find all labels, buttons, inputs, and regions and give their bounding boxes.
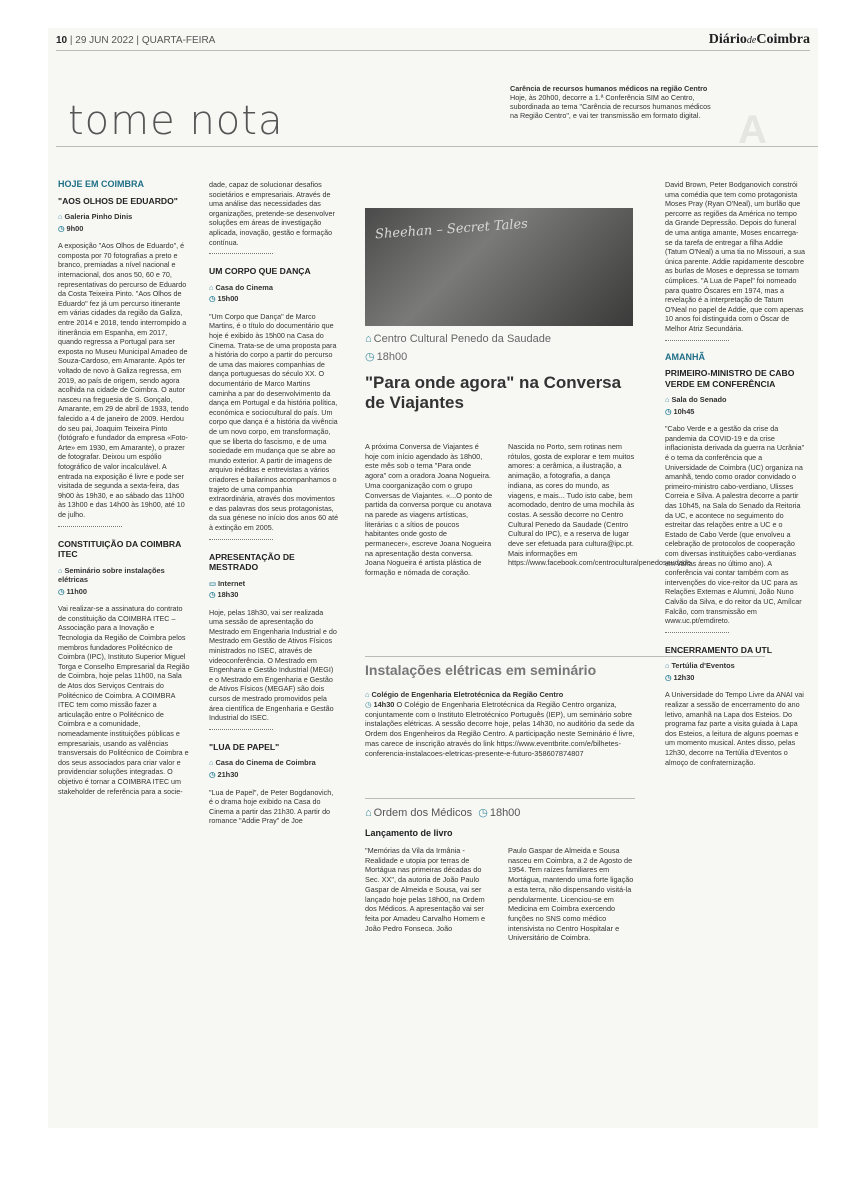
event-place: ⌂ Casa do Cinema <box>209 282 273 292</box>
top-note-body: Hoje, às 20h00, decorre a 1.ª Conferência SIM ao Centro, subordinada ao tema "Carência de recursos humanos médicos na Região Centro", e vai ter transmissão em formato digital. <box>510 93 711 120</box>
event-title: "AOS OLHOS DE EDUARDO" <box>58 195 178 206</box>
feature-title: "Para onde agora" na Conversa de Viajantes <box>365 373 622 412</box>
event-place: ⌂ Sala do Senado <box>665 395 727 405</box>
location-icon: ⌂ <box>365 690 370 699</box>
location-icon: ⌂ <box>365 807 372 819</box>
top-note-title: Carência de recursos humanos médicos na região Centro <box>510 84 708 93</box>
monitor-icon: ▭ <box>209 578 216 588</box>
feature-text-a: A próxima Conversa de Viajantes é hoje com início agendado às 18h00, este mês sob o tema "Para onde agora" com a oradora Joana Nogueira. Uma coorganização com o grupo Conversas de Viajantes. «...O ponto de partida da conversa porque cu anotava na parede as viagens artísticas, literárias c a sítios de poucos habitantes onde gosto de permanecer», escreve Joana Nogueira na apresentação desta conversa. Joana Nogueira é artista plástica de formação e nómada de coração. <box>365 442 493 578</box>
weekday: QUARTA-FEIRA <box>141 35 216 46</box>
feature-time: ◷ 18h00 <box>365 351 408 363</box>
installations-text: O Colégio de Engenharia Eletrotécnica da Região Centro organiza, conjuntamente com o Instituto Eletrotécnico Português (IEP), um seminário sobre instalações elétricas. A sessão decorre hoje, pelas 14h30, no auditório da sede da Ordem dos Engenheiros da Região Centro. A participação neste Seminário é livre, mas carece de inscrição através do link https://www.eventbrite.com/e/bilhetes-conferencia-instalacoes-eletricas-presente-e-futuro-358607874807 <box>365 699 635 758</box>
location-icon: ⌂ <box>665 661 670 671</box>
event-place: ⌂ Casa do Cinema de Coimbra <box>209 758 316 768</box>
location-icon: ⌂ <box>58 212 63 222</box>
top-note <box>510 84 720 120</box>
column-2 <box>209 180 339 826</box>
column-right <box>665 180 805 767</box>
clock-icon: ◷ <box>209 769 216 779</box>
event-text: "Lua de Papel", de Peter Bogdanovich, é o drama hoje exibido na Casa do Cinema a partir das 21h30. A partir do romance "Addie Pray" de Joe <box>209 787 334 826</box>
event-title: UM CORPO QUE DANÇA <box>209 266 311 277</box>
event-text: "Um Corpo que Dança" de Marco Martins, é o título do documentário que hoje é exibido às 15h00 na Casa do Cinema. Trata-se de uma proposta para a história do corpo a partir do percurso de uma das maiores companhias de dança portuguesas do século XX. O documentário de Marco Martins caminha a par do desenvolvimento da dança em Portugal e da história política, económica e sociocultural do país. Um corpo que dança é a história da vivência de um novo corpo, em transformação, que se liberta do fascismo, e de uma sociedade em mudança que se abre ao mundo exterior. A partir de imagens de arquivo inéditas e entrevistas a vários criadores e bailarinos acompanhamos o trajeto de uma companhia extraordinária, através dos movimentos e das palavras dos seus protagonistas, da sua génese no início dos anos 60 até à extinção em 2005. <box>209 311 339 532</box>
header-info: 10 | 29 JUN 2022 | QUARTA-FEIRA <box>56 35 216 46</box>
header-divider <box>56 146 818 147</box>
event-title: PRIMEIRO-MINISTRO DE CABO VERDE EM CONFERÊNCIA <box>665 368 795 389</box>
location-icon: ⌂ <box>209 758 214 768</box>
event-time: ◷ 10h45 <box>665 406 695 416</box>
page-header <box>56 32 810 51</box>
ordem-text-a: "Memórias da Vila da Irmânia - Realidade e utopia por terras de Mortágua nas primeiras décadas do Sec. XX", da autoria de João Paulo Gaspar de Almeida e Sousa, vai ser lançado hoje pelas 18h00, na Ordem dos Médicos. A apresentação vai ser feita por Amadeu Carvalho Homem e João Pedro Fonseca. João <box>365 846 486 933</box>
watermark-letter: A <box>738 108 767 152</box>
event-time: ◷ 15h00 <box>209 294 239 304</box>
divider <box>665 632 729 633</box>
event-title: "LUA DE PAPEL" <box>209 741 280 752</box>
continued-text: dade, capaz de solucionar desafios societários e empresariais. Através de uma análise das necessidades das organizações, pretende-se desenvolver soluções em áreas de investigação aplicada, inovação, gestão e formação contínua. <box>209 180 335 247</box>
clock-icon: ◷ <box>665 406 672 416</box>
newspaper-page <box>48 28 818 1128</box>
section-today: HOJE EM COIMBRA <box>58 179 145 189</box>
divider <box>209 539 273 540</box>
location-icon: ⌂ <box>365 333 372 345</box>
section-tomorrow: AMANHÃ <box>665 351 705 362</box>
location-icon: ⌂ <box>665 395 670 405</box>
feature-text-b: Nascida no Porto, sem rotinas nem rótulos, gosta de explorar e tem muitos amores: a cerâmica, a ilustração, a animação, a fotografia, a dança indiana, as cores do mundo, as viagens, e mais... Tudo isto cabe, bem acomodado, dentro de uma mochila às costas. A sessão decorre no Centro Cultural Penedo da Saudade (Centro Cultural do IPC), e a reserva de lugar deve ser efetuada para cultura@ipc.pt. Mais informações em https://www.facebook.com/centroculturalpenedosaudade. <box>508 442 693 568</box>
clock-icon: ◷ <box>478 807 488 819</box>
event-time: ◷ 12h30 <box>665 672 695 682</box>
issue-date: 29 JUN 2022 <box>75 35 134 46</box>
installations-place: ⌂ Colégio de Engenharia Eletrotécnica da Região Centro <box>365 690 564 699</box>
photo-caption: Sheehan – Secret Tales <box>374 216 529 243</box>
clock-icon: ◷ <box>209 294 216 304</box>
event-place: ⌂ Seminário sobre instalações elétricas <box>58 565 165 585</box>
event-text: A Universidade do Tempo Livre da ANAI vai realizar a sessão de encerramento do ano letivo, amanhã na Lapa dos Esteios. Do programa faz parte a visita guiada à Lapa dos Esteios, a leitura de alguns poemas e um momento musical. Antes disso, pelas 12h30, decorre na Tertúlia d'Eventos o almoço de confraternização. <box>665 690 804 767</box>
divider <box>209 729 273 730</box>
ordem-header: ⌂ Ordem dos Médicos ◷ 18h00 <box>365 807 521 819</box>
event-title: APRESENTAÇÃO DE MESTRADO <box>209 551 295 572</box>
event-time: ◷ 18h30 <box>209 590 239 600</box>
divider <box>209 253 273 254</box>
column-1 <box>58 180 190 796</box>
event-place: ⌂ Tertúlia d'Eventos <box>665 661 735 671</box>
clock-icon: ◷ <box>365 351 375 363</box>
event-title: ENCERRAMENTO DA UTL <box>665 644 772 655</box>
event-time: ◷ 21h30 <box>209 769 239 779</box>
clock-icon: ◷ <box>365 699 372 709</box>
feature-photo <box>365 208 633 326</box>
installations-time: 14h30 <box>373 699 395 709</box>
event-time: ◷ 11h00 <box>58 586 88 596</box>
divider <box>58 526 122 527</box>
location-icon: ⌂ <box>58 565 63 575</box>
event-place: ▭ Internet <box>209 578 246 588</box>
event-title: CONSTITUIÇÃO DA COIMBRA ITEC <box>58 538 182 559</box>
event-place: ⌂ Galeria Pinho Dinis <box>58 212 133 222</box>
event-text: A exposição "Aos Olhos de Eduardo", é composta por 70 fotografias a preto e branco, premiadas a nível nacional e internacional, dos anos 50, 60 e 70, representativas do percurso de Eduardo da Costa Teixeira Pinto. "Aos Olhos de Eduardo" fez já um percurso itinerante em várias cidades da região da Galiza, entre 2014 e 2018, tendo interrompido a itinerância em Espanha, em 2017, quando regressa a Portugal para ser exposta no Museu Municipal Amadeo de Souza-Cardoso, em Amarante. Após ter voltado de novo à Galiza regressa, em 2019, ao país de origem, sendo agora acolhida na cidade de Coimbra. O autor nasceu na freguesia de S. Gonçalo, Amarante, em 29 de abril de 1933, tendo falecido a 4 de janeiro de 2009. Herdou do seu pai, Joaquim Teixeira Pinto (fotógrafo e fundador da empresa «Foto-Arte» em 1930, em Amarante), o prazer de fotografar. Deixou um espólio fotográfico de valor incalculável. A entrada na exposição é livre e pode ser visitada de segunda a sexta-feira, das 9h00 às 19h30, e ao sábado das 11h00 às 13h00 e das 14h00 às 19h00, até 10 de julho. <box>58 241 189 519</box>
clock-icon: ◷ <box>209 590 216 600</box>
clock-icon: ◷ <box>665 672 672 682</box>
event-text: "Cabo Verde e a gestão da crise da pandemia da COVID-19 e da crise inflacionista derivada da guerra na Ucrânia" é o tema da conferência que a Universidade de Coimbra (UC) organiza na amanhã, tendo como orador convidado o primeiro-ministro cabo-verdiano, Ulisses Correia e Silva. A palestra decorre a partir das 10h45, na Sala do Senado da Reitoria da UC, e acontece no seguimento do estreitar das relações entre a UC e o Estado de Cabo Verde (que envolveu a celebração de protocolos de cooperação com diversas instituições cabo-verdianas em várias áreas no último ano). A conferência vai contar também com as intervenções do vice-reitor da UC para as Relações Externas e Alumni, João Nuno Calvão da Silva, e do reitor da UC, Amílcar Falcão, com transmissão em www.uc.pt/emdireto. <box>665 424 805 626</box>
feature-place: ⌂ Centro Cultural Penedo da Saudade <box>365 333 552 345</box>
section-title: tome nota <box>68 98 284 144</box>
newspaper-logo: DiáriodeCoimbra <box>708 32 810 47</box>
ordem-title: Lançamento de livro <box>365 828 453 838</box>
event-time: ◷ 9h00 <box>58 223 84 233</box>
event-text: Hoje, pelas 18h30, vai ser realizada uma sessão de apresentação do Mestrado em Engenharia Industrial e do Mestrado em Gestão de Ativos Físicos ministrados no ISEC, através de videoconferência. O Mestrado em Engenharia e Gestão Industrial (MEGI) e o Mestrado em Engenharia e Gestão de Ativos Físicos (MEGAF) são dois cursos de mestrado promovidos pela área científica de Engenharia e Gestão Industrial do ISEC. <box>209 607 337 723</box>
event-text: Vai realizar-se a assinatura do contrato de constituição da COIMBRA ITEC – Associação para a Inovação e Tecnologia da Região de Coimbra pelos membros fundadores Politécnico de Coimbra (IPC), Instituto Superior Miguel Torga e Conselho Empresarial da Região de Coimbra, hoje pelas 11h00, na Sala de Atos dos Serviços Centrais do Politécnico de Coimbra. A COIMBRA ITEC tem como missão fazer a articulação entre o Politécnico de Coimbra e a comunidade, nomeadamente instituições públicas e empresariais, usando as valências transversais do Politécnico de Coimbra e dos seus associados para criar valor e providenciar soluções integradas. O objetivo é tornar a COIMBRA ITEC um stakeholder de referência para a socie- <box>58 604 190 796</box>
installations-title: Instalações elétricas em seminário <box>365 662 597 678</box>
installations-body <box>365 690 635 759</box>
divider <box>365 798 635 799</box>
divider <box>665 340 729 341</box>
continued-text: David Brown, Peter Bodganovich constrói uma comédia que tem como protagonista Moses Pray (Ryan O'Neal), um burlão que percorre as regiões da América no tempo da Grande Depressão. Depois do funeral de uma antiga amante, Moses encarrega-se da tarefa de entregar a filha Addie (Tatum O'Neal) a uma tia no Missouri, a sua única parente. Addie rapidamente descobre as burlas de Moses e depressa se tornam cúmplices. "A Lua de Papel" foi nomeado para quatro Óscares em 1974, mas a revelação é a interpretação de Tatum O'Neal no papel de Addie, que com apenas 10 anos foi distinguida com o Óscar de Melhor Atriz Secundária. <box>665 180 805 333</box>
location-icon: ⌂ <box>209 282 214 292</box>
clock-icon: ◷ <box>58 586 65 596</box>
ordem-text-b: Paulo Gaspar de Almeida e Sousa nasceu em Coimbra, a 2 de Agosto de 1954. Tem raízes familiares em Mortágua, mantendo uma forte ligação a esta terra, não dispensando visitá-la pendularmente. Licenciou-se em Medicina em Coimbra exercendo funções no SNS como médico intensivista no Centro Hospitalar e Universitário de Coimbra. <box>508 846 634 943</box>
clock-icon: ◷ <box>58 223 65 233</box>
page-number: 10 <box>56 35 68 46</box>
